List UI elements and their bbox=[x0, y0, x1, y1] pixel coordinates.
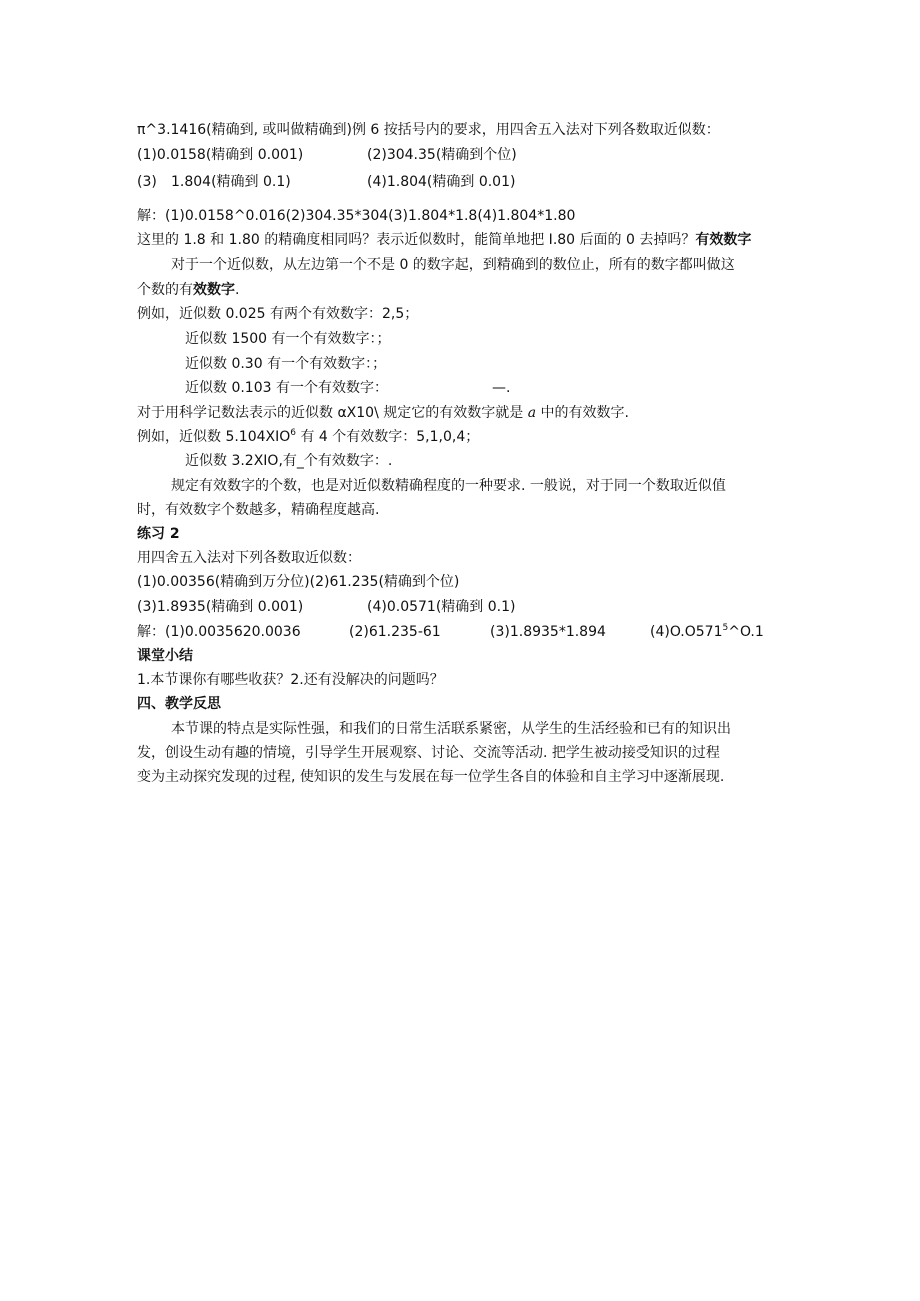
practice-answer-4-tail: ^O.1 bbox=[728, 624, 764, 640]
precision-question-text: 这里的 1.8 和 1.80 的精确度相同吗？表示近似数时，能简单地把 I.80 后面的 0 去掉吗？ bbox=[137, 232, 696, 248]
practice-answer-3: (3)1.8935*1.894 bbox=[490, 624, 606, 640]
intro-line: π^3.1416(精确到, 或叫做精确到)例 6 按括号内的要求，用四舍五入法对下列各数取近似数： bbox=[137, 122, 720, 138]
rule-line-1: 规定有效数字的个数，也是对近似数精确程度的一种要求. 一般说，对于同一个数取近似值 bbox=[171, 478, 726, 494]
rule-line-2: 时，有效数字个数越多，精确程度越高. bbox=[137, 502, 380, 518]
reflection-line-1: 本节课的特点是实际性强，和我们的日常生活联系紧密，从学生的生活经验和已有的知识出 bbox=[171, 721, 731, 737]
definition-line-2-text: 个数的有 bbox=[137, 282, 193, 298]
example6-item-2: (2)304.35(精确到个位) bbox=[367, 147, 517, 163]
practice-prompt: 用四舍五入法对下列各数取近似数： bbox=[137, 550, 361, 566]
example-1500: 近似数 1500 有一个有效数字：； bbox=[185, 331, 391, 347]
practice-row-1: (1)0.00356(精确到万分位)(2)61.235(精确到个位) bbox=[137, 574, 460, 590]
reflection-title: 四、教学反思 bbox=[137, 696, 221, 712]
example-5104-exponent: 6 bbox=[290, 428, 297, 438]
example6-item-4: (4)1.804(精确到 0.01) bbox=[367, 174, 516, 190]
practice-answer-4-exponent: 5 bbox=[722, 623, 729, 633]
example-32: 近似数 3.2XIO,有_个有效数字：. bbox=[185, 453, 393, 469]
example-5104-tail: 有 4 个有效数字：5,1,0,4； bbox=[296, 429, 480, 445]
practice-answer-2: (2)61.235-61 bbox=[349, 624, 441, 640]
practice-item-3: (3)1.8935(精确到 0.001) bbox=[137, 599, 304, 615]
example-5104 bbox=[137, 428, 479, 446]
summary-title: 课堂小结 bbox=[137, 648, 193, 664]
example6-item-3-number: (3) bbox=[137, 174, 157, 190]
practice-answer-4 bbox=[650, 623, 764, 641]
example-5104-text: 例如，近似数 5.104XIO bbox=[137, 429, 291, 445]
significant-figures-heading: 有效数字 bbox=[695, 232, 752, 248]
example-0103-blank: —. bbox=[492, 380, 511, 396]
example-030: 近似数 0.30 有一个有效数字：； bbox=[185, 356, 387, 372]
scientific-notation-text: 对于用科学记数法表示的近似数 αX10\ 规定它的有效数字就是 bbox=[137, 405, 528, 421]
practice-answer-4-text: (4)O.O571 bbox=[650, 624, 723, 640]
practice-item-4: (4)0.0571(精确到 0.1) bbox=[367, 599, 516, 615]
example6-item-3: 1.804(精确到 0.1) bbox=[171, 174, 291, 190]
example6-item-1: (1)0.0158(精确到 0.001) bbox=[137, 147, 304, 163]
definition-line-1: 对于一个近似数，从左边第一个不是 0 的数字起，到精确到的数位止，所有的数字都叫做这 bbox=[171, 257, 735, 273]
scientific-notation-rule bbox=[137, 404, 629, 422]
example-0025: 例如，近似数 0.025 有两个有效数字：2,5； bbox=[137, 306, 419, 322]
example6-solution: 解：(1)0.0158^0.016(2)304.35*304(3)1.804*1.8(4)1.804*1.80 bbox=[137, 208, 576, 224]
reflection-line-3: 变为主动探究发现的过程, 使知识的发生与发展在每一位学生各自的体验和自主学习中逐渐展现. bbox=[137, 769, 725, 785]
definition-line-2 bbox=[137, 281, 239, 299]
definition-term: 效数字 bbox=[193, 282, 235, 298]
example-0103: 近似数 0.103 有一个有效数字： bbox=[185, 380, 388, 396]
scientific-notation-text-tail: 中的有效数字. bbox=[536, 405, 629, 421]
practice-answer-1: 解：(1)0.0035620.0036 bbox=[137, 624, 301, 640]
variable-a: a bbox=[527, 405, 537, 421]
practice-title: 练习 2 bbox=[137, 526, 180, 542]
reflection-line-2: 发，创设生动有趣的情境，引导学生开展观察、讨论、交流等活动. 把学生被动接受知识的过程 bbox=[137, 745, 720, 761]
definition-period: . bbox=[235, 282, 240, 298]
precision-question bbox=[137, 231, 751, 249]
summary-text: 1.本节课你有哪些收获？2.还有没解决的问题吗？ bbox=[137, 672, 444, 688]
